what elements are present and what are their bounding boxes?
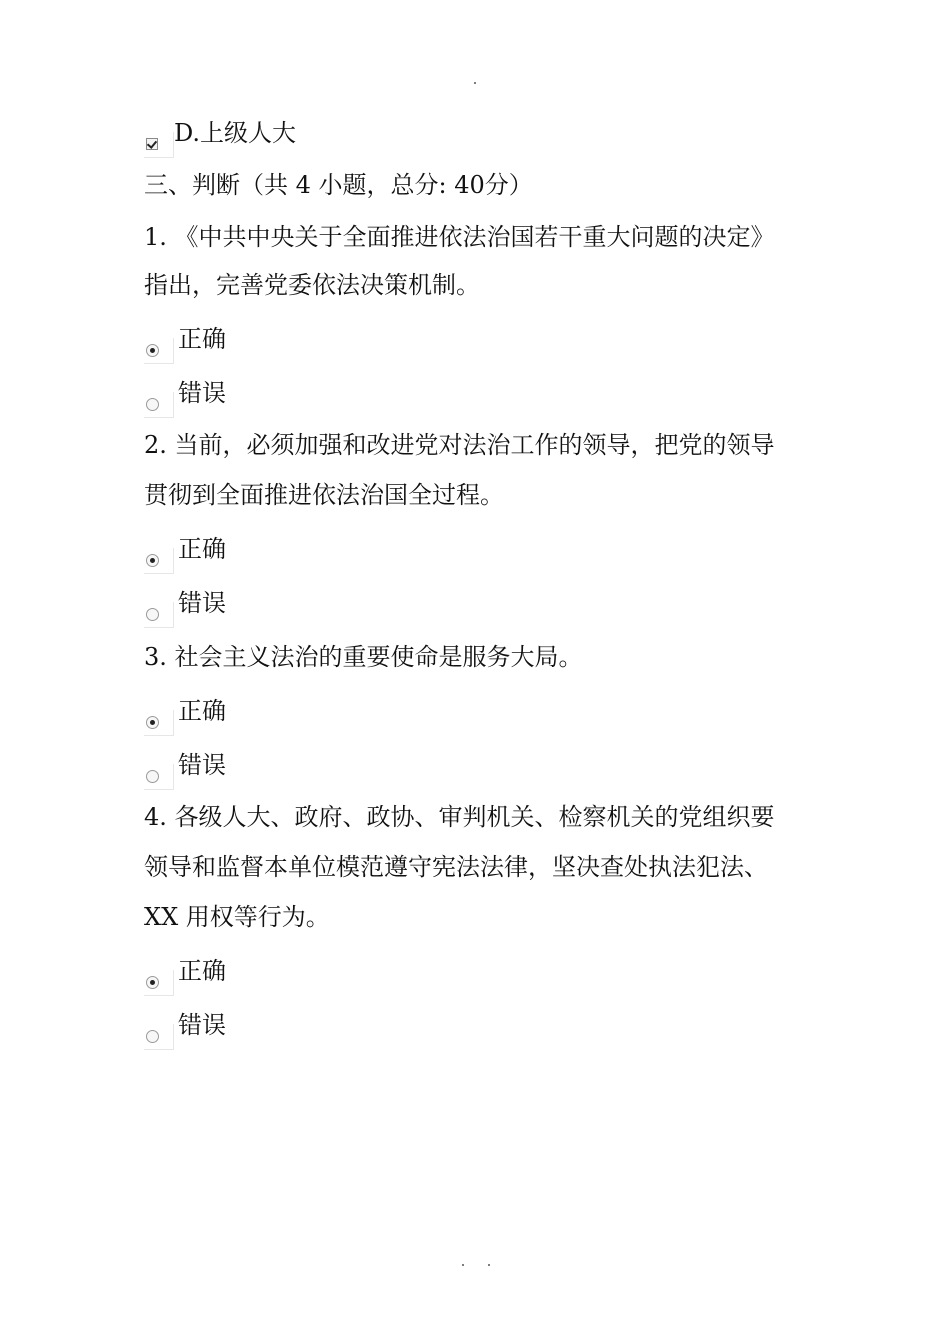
- radio-frame: [144, 602, 174, 628]
- page-mark-top: [474, 82, 476, 84]
- checkbox-frame: [144, 132, 174, 158]
- option-d-checkbox-row[interactable]: [144, 118, 444, 158]
- question-1-option-false[interactable]: [144, 378, 344, 418]
- question-4-text-line-3: XX 用权等行为。: [144, 903, 330, 931]
- question-3-option-true[interactable]: [144, 696, 344, 736]
- option-label: 正确: [178, 697, 226, 725]
- question-1-text-line-2: 指出，完善党委依法决策机制。: [144, 271, 480, 299]
- option-label: 正确: [178, 325, 226, 353]
- question-3-option-false[interactable]: [144, 750, 344, 790]
- question-3-text-line-1: 3. 社会主义法治的重要使命是服务大局。: [144, 643, 583, 671]
- option-label: 错误: [178, 379, 226, 407]
- question-1-option-true[interactable]: [144, 324, 344, 364]
- radio-frame: [144, 392, 174, 418]
- page-mark-bottom-left: [462, 1264, 464, 1266]
- radio-unselected-icon[interactable]: [146, 770, 159, 783]
- radio-unselected-icon[interactable]: [146, 1030, 159, 1043]
- radio-frame: [144, 548, 174, 574]
- question-2-option-false[interactable]: [144, 588, 344, 628]
- question-4-option-false[interactable]: [144, 1010, 344, 1050]
- page-mark-bottom-right: [488, 1264, 490, 1266]
- radio-unselected-icon[interactable]: [146, 608, 159, 621]
- option-label: 正确: [178, 957, 226, 985]
- question-4-text-line-2: 领导和监督本单位模范遵守宪法法律，坚决查处执法犯法、: [144, 853, 768, 881]
- radio-selected-icon[interactable]: [146, 716, 159, 729]
- radio-unselected-icon[interactable]: [146, 398, 159, 411]
- question-2-text-line-2: 贯彻到全面推进依法治国全过程。: [144, 481, 504, 509]
- radio-frame: [144, 970, 174, 996]
- radio-selected-icon[interactable]: [146, 554, 159, 567]
- radio-selected-icon[interactable]: [146, 344, 159, 357]
- question-2-option-true[interactable]: [144, 534, 344, 574]
- checkbox-checked-icon[interactable]: [146, 138, 158, 150]
- option-label: 错误: [178, 589, 226, 617]
- option-label: 错误: [178, 751, 226, 779]
- option-label: 正确: [178, 535, 226, 563]
- question-4-text-line-1: 4. 各级人大、政府、政协、审判机关、检察机关的党组织要: [144, 803, 775, 831]
- radio-selected-icon[interactable]: [146, 976, 159, 989]
- question-2-text-line-1: 2. 当前，必须加强和改进党对法治工作的领导，把党的领导: [144, 431, 775, 459]
- question-1-text-line-1: 1. 《中共中央关于全面推进依法治国若干重大问题的决定》: [144, 223, 775, 251]
- radio-frame: [144, 764, 174, 790]
- question-4-option-true[interactable]: [144, 956, 344, 996]
- radio-frame: [144, 1024, 174, 1050]
- option-d-label: D.上级人大: [174, 119, 297, 147]
- radio-frame: [144, 710, 174, 736]
- option-label: 错误: [178, 1011, 226, 1039]
- radio-frame: [144, 338, 174, 364]
- section-header: 三、判断（共 4 小题，总分: 40分）: [144, 171, 533, 199]
